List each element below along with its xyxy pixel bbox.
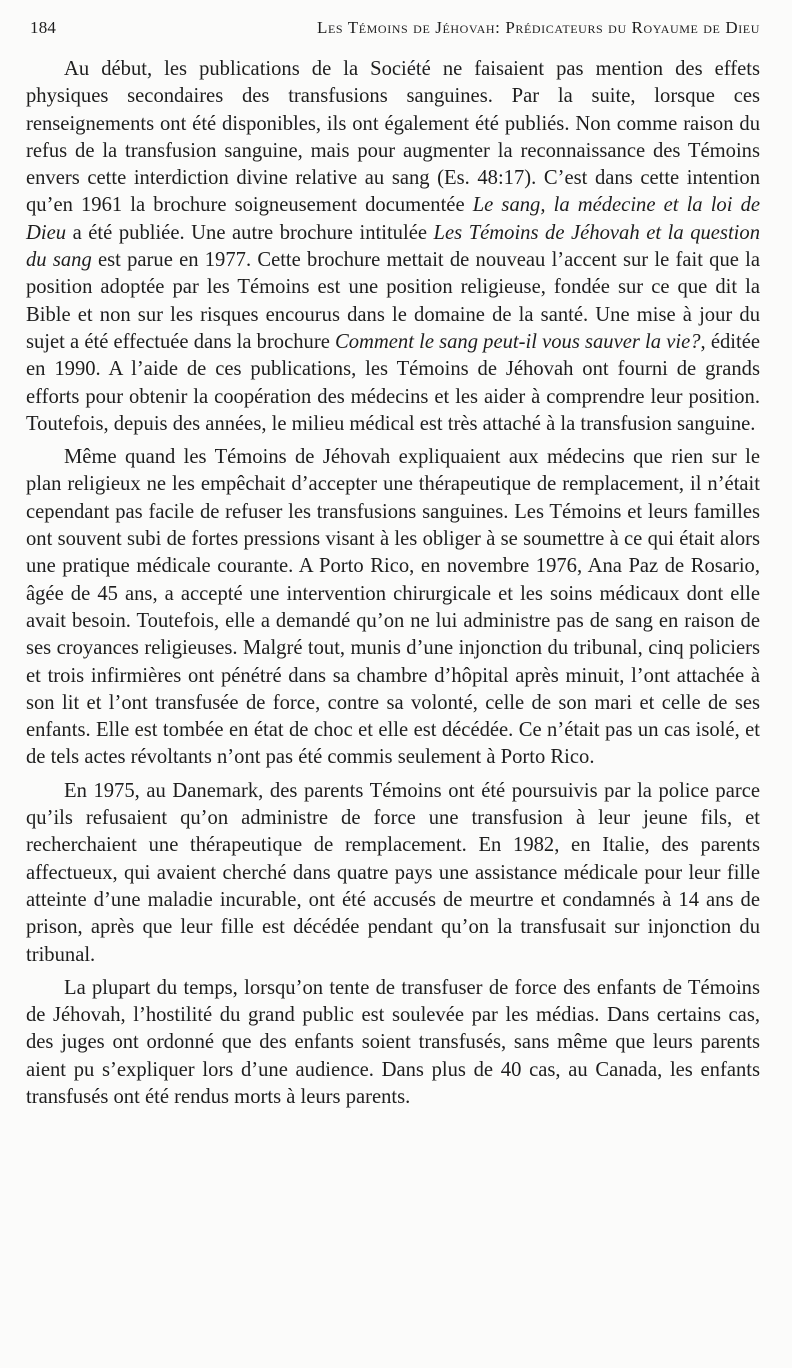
paragraph-2: Même quand les Témoins de Jéhovah expliquaient aux médecins que rien sur le plan religieux ne les empêchait d’accepter une thérapeutique de remplacement, il n’était cependant pas facile de refuser les transfusions sanguines. Les Témoins et leurs familles ont souvent subi de fortes pressions visant à les obliger à se soumettre à ce qui était alors une pratique médicale courante. A Porto Rico, en novembre 1976, Ana Paz de Rosario, âgée de 45 ans, a accepté une intervention chirurgicale et les soins médicaux dont elle avait besoin. Toutefois, elle a demandé qu’on ne lui administre pas de sang en raison de ses croyances religieuses. Malgré tout, munis d’une injonction du tribunal, cinq policiers et trois infirmières ont pénétré dans sa chambre d’hôpital après minuit, l’ont attachée à son lit et l’ont transfusée de force, contre sa volonté, celle de son mari et celle de ses enfants. Elle est tombée en état de choc et elle est décédée. Ce n’était pas un cas isolé, et de tels actes révoltants n’ont pas été commis seulement à Porto Rico.	[26, 446, 760, 769]
paragraph-1-text-1: Au début, les publications de la Société ne faisaient pas mention des effets physiques secondaires des transfusions sanguines. Par la suite, lorsque ces renseignements ont été disponibles, ils ont également été publiés. Non comme raison du refus de la transfusion sanguine, mais pour augmenter la reconnaissance des Témoins envers cette interdiction divine relative au sang (Es. 48:17). C’est dans cette intention qu’en 1961 la brochure soigneusement documentée	[26, 58, 760, 217]
page-number: 184	[30, 18, 57, 37]
page-header	[26, 18, 760, 52]
paragraph-1-text-4: , éditée en 1990. A l’aide de ces publications, les Témoins de Jéhovah ont fourni de grands efforts pour obtenir la coopération des médecins et les aider à comprendre leur position. Toutefois, depuis des années, le milieu médical est très attaché à la transfusion sanguine.	[26, 330, 760, 435]
page-body	[26, 56, 760, 1111]
paragraph-1-text-3: est parue en 1977. Cette brochure mettait de nouveau l’accent sur le fait que la position adoptée par les Témoins est une position religieuse, fondée sur ce que dit la Bible et non sur les risques encourus dans le domaine de la santé. Une mise à jour du sujet a été effectuée dans la brochure	[26, 249, 760, 353]
brochure-title-1961: Le sang, la médecine et la loi de Dieu	[26, 194, 761, 244]
paragraph-4: La plupart du temps, lorsqu’on tente de transfuser de force des enfants de Témoins de Jéhovah, l’hostilité du grand public est soulevée par les médias. Dans certains cas, des juges ont ordonné que des enfants soient transfusés, sans même que leurs parents aient pu s’expliquer lors d’une audience. Dans plus de 40 cas, au Canada, les enfants transfusés ont été rendus morts à leurs parents.	[26, 976, 760, 1108]
paragraph-1	[26, 56, 760, 438]
paragraph-3: En 1975, au Danemark, des parents Témoins ont été poursuivis par la police parce qu’ils refusaient qu’on administre de force une transfusion à leur jeune fils, et recherchaient une thérapeutique de remplacement. En 1982, en Italie, des parents affectueux, qui avaient cherché dans quatre pays une assistance médicale pour leur fille atteinte d’une maladie incurable, ont été accusés de meurtre et condamnés à 14 ans de prison, après que leur fille est décédée pendant qu’on la transfusait sur injonction du tribunal.	[26, 779, 760, 966]
brochure-title-1990: Comment le sang peut-il vous sauver la vie?	[335, 330, 701, 353]
running-title: Les Témoins de Jéhovah: Prédicateurs du Royaume de Dieu	[317, 18, 760, 37]
brochure-title-1977: Les Témoins de Jéhovah et la question du sang	[26, 221, 760, 272]
paragraph-1-text-2: a été publiée. Une autre brochure intitulée	[66, 221, 434, 244]
